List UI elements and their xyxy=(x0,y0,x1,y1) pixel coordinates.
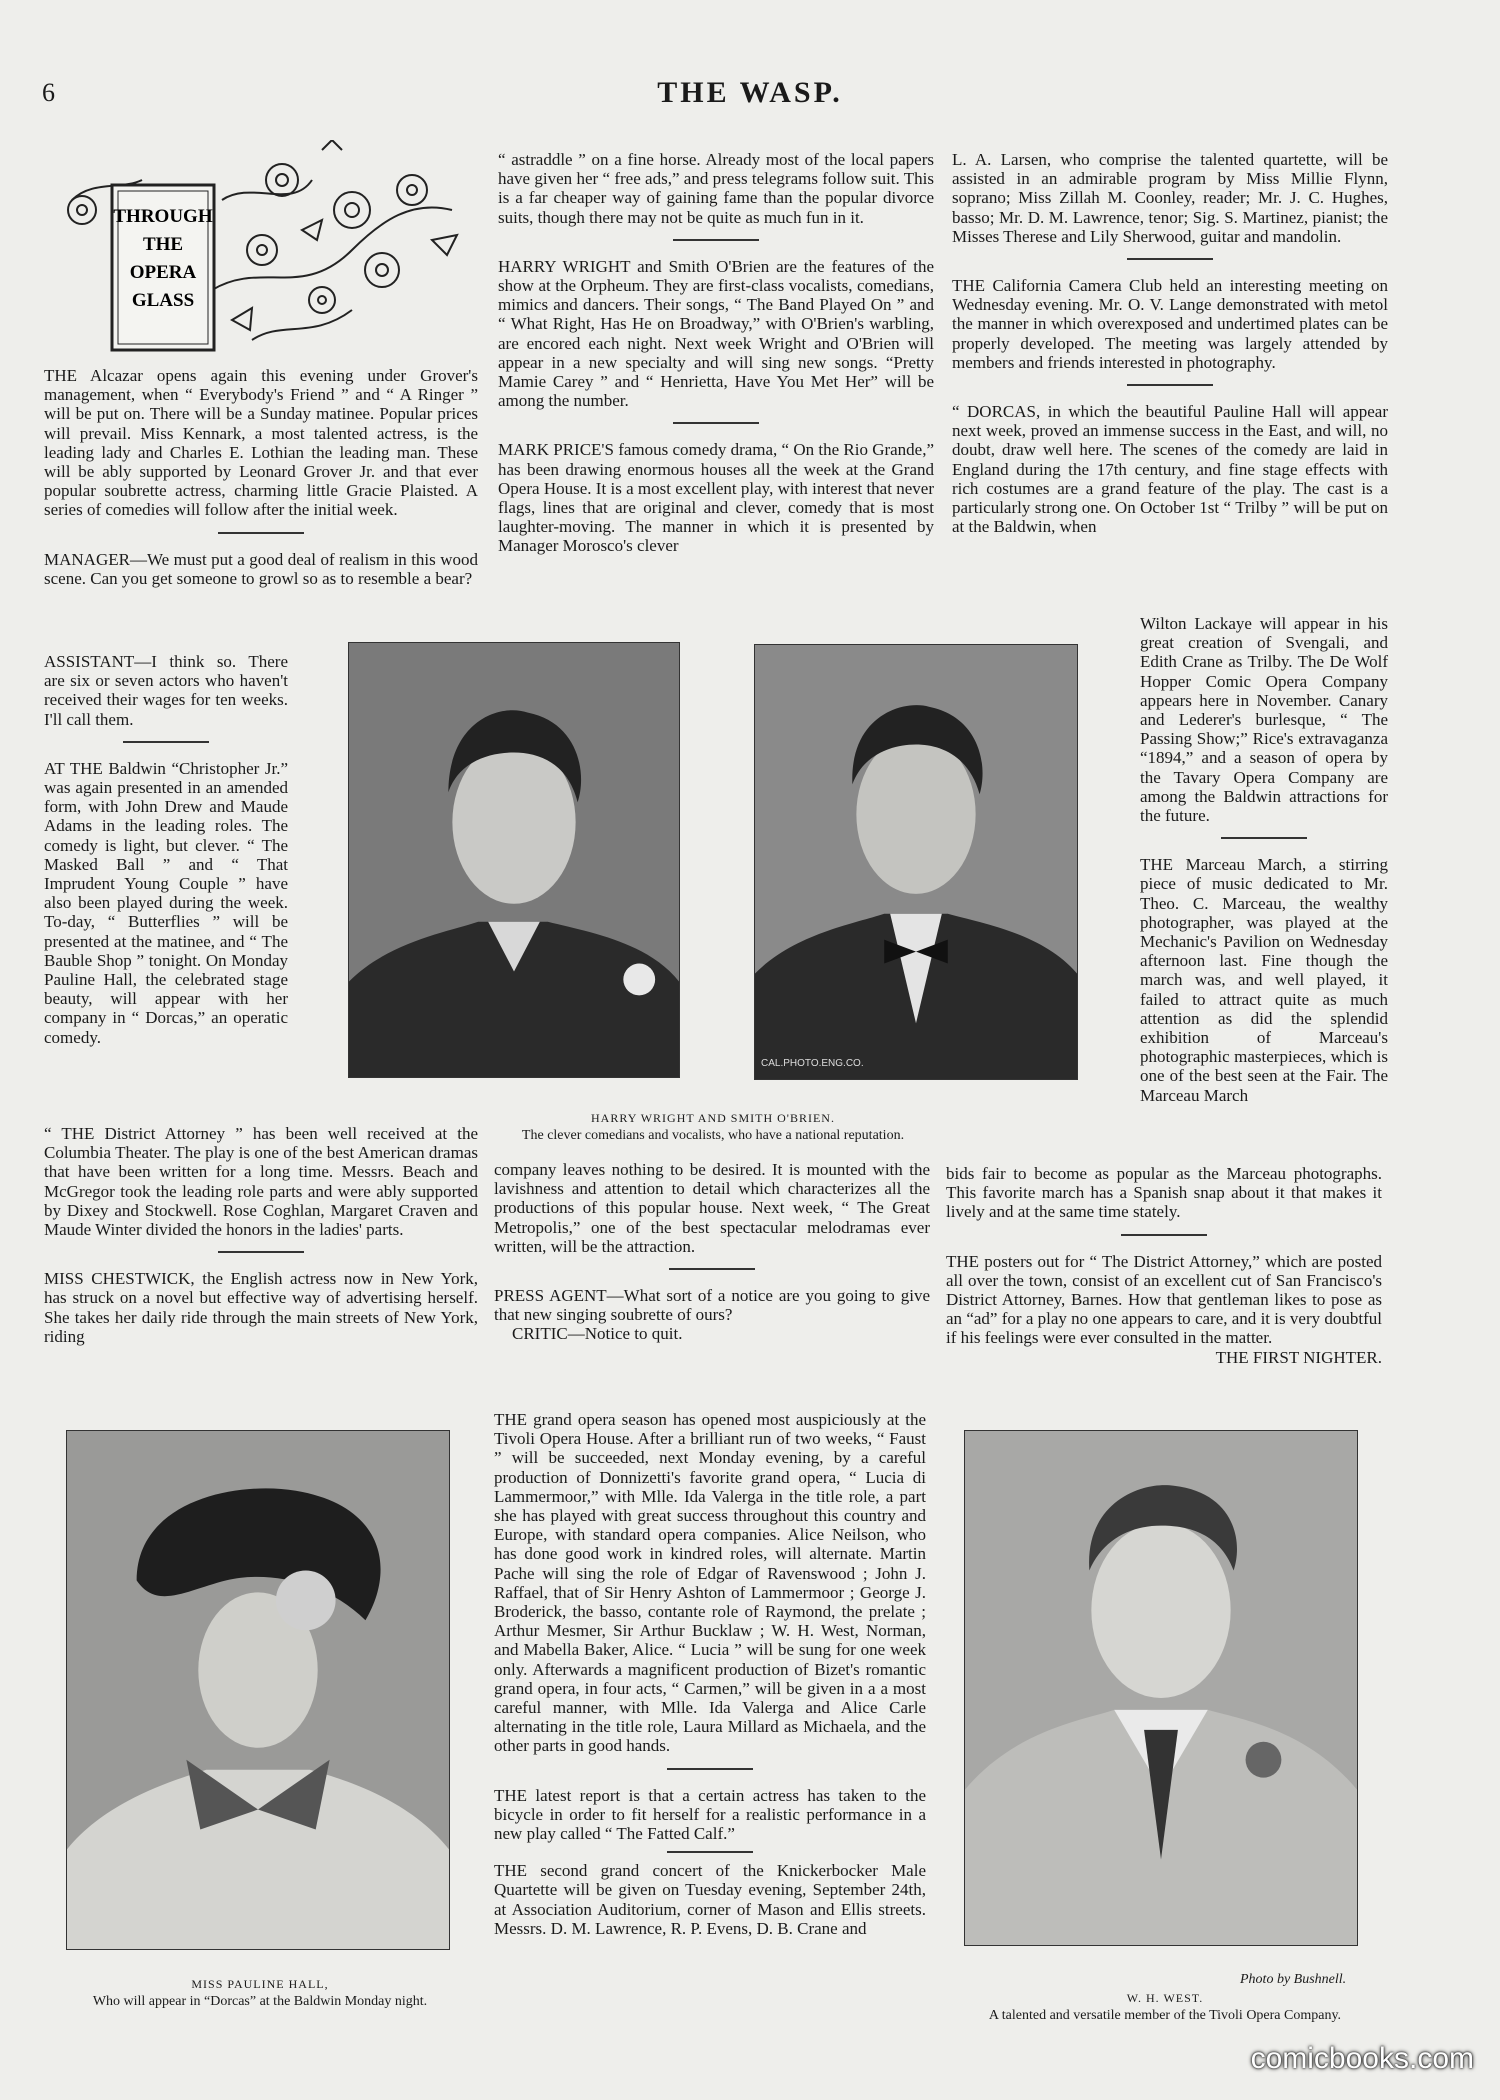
divider xyxy=(218,532,304,534)
middle-column-middle xyxy=(494,1160,930,1344)
article-larsen: L. A. Larsen, who comprise the talented quartette, will be assisted in an admirable program by Miss Millie Flynn, soprano; Miss Zillah M. Coonley, reader; Mr. J. C. Hughes, basso; Mr. D. M. Lawrence, tenor; Sig. S. Martinez, pianist; the Misses Therese and Lily Sherwood, guitar and mandolin. xyxy=(952,150,1388,246)
divider xyxy=(218,1251,304,1253)
photo-credit: Photo by Bushnell. xyxy=(1240,1972,1347,1987)
article-baldwin: AT THE Baldwin “Christopher Jr.” was again presented in an amended form, with John Drew and Maude Adams in the leading roles. The comedy is light, but clever. “ The Masked Ball ” and “ That Imprudent Young Couple ” have also been played during the week. To-day, “ Butterflies ” will be presented at the matinee, and “ The Bauble Shop ” tonight. On Monday Pauline Hall, the celebrated stage beauty, will appear with her company in “ Dorcas,” an operatic comedy. xyxy=(44,758,288,1047)
caption-wright-obrien xyxy=(348,1110,1078,1144)
article-alcazar: THE Alcazar opens again this evening under Grover's management, when “ Everybody's Friend ” and “ A Ringer ” will be put on. There will be a Sunday matinee. Popular prices will prevail. Miss Kennark, a most talented actress, is the leading lady and Charles E. Lothian the leading man. These will be ably supported by Leonard Grover Jr. and that ever popular soubrette actress, charming little Gracie Plaisted. A series of comedies will follow after the initial week. xyxy=(44,366,478,520)
art-title-line-2: THE xyxy=(142,234,184,255)
article-concert: THE second grand concert of the Knickerbocker Male Quartette will be given on Tuesday evening, September 24th, at Association Auditorium, corner of Mason and Ellis streets. Messrs. D. M. Lawrence, R. P. Evens, D. B. Crane and xyxy=(494,1861,926,1938)
portrait-woman-icon xyxy=(67,1431,449,1949)
caption-pauline-hall xyxy=(40,1976,480,2010)
article-district-attorney: “ THE District Attorney ” has been well received at the Columbia Theater. The play is one of the best American dramas that have been written for a long time. Messrs. Beach and McGregor took the leading role parts and were ably supported by Dixey and Stockwell. Rose Coghlan, Margaret Craven and Maude Winter divided the honors in the ladies' parts. xyxy=(44,1124,478,1240)
article-grand-opera: THE grand opera season has opened most auspiciously at the Tivoli Opera House. After a brilliant run of two weeks, “ Faust ” will be succeeded, next Monday evening, by a careful production of Donnizetti's favorite grand opera, “ Lucia di Lammermoor,” with Mlle. Ida Valerga in the title role, a part she has played with great success throughout this country and Europe, with standard opera companies. Alice Neilson, who has done good work in kindred roles, will alternate. Martin Pache will sing the role of Edgar of Ravenswood ; John J. Raffael, that of Sir Henry Ashton of Lammermoor ; George J. Broderick, the basso, contante role of Raymond, the prelate ; Arthur Mesmer, Sir Arthur Bucklaw ; W. H. West, Norman, and Mabella Baker, Alice. “ Lucia ” will be sung for one week only. Afterwards a magnificent production of Bizet's romantic grand opera, in four acts, “ Carmen,” will be given in a a most careful manner, with Mlle. Ida Valerga and Alice Carle alternating in the title role, Laura Millard as Michaela, and the other parts in good hands. xyxy=(494,1410,926,1756)
article-marceau: THE Marceau March, a stirring piece of music dedicated to Mr. Theo. C. Marceau, the wealthy photographer, was played at the Mechanic's Pavilion on Wednesday afternoon last. Fine though the march was, and well played, it failed to attract quite as much attention as did the splendid exhibition of Marceau's photographic masterpieces, which is one of the best seen at the Fair. The Marceau March xyxy=(1140,855,1388,1105)
art-title-line-1: THROUGH xyxy=(113,206,213,227)
photo-smith-obrien xyxy=(754,644,1078,1080)
photo-w-h-west xyxy=(964,1430,1358,1946)
right-column-lower xyxy=(946,1164,1382,1367)
photo-pauline-hall xyxy=(66,1430,450,1950)
article-chestwick: MISS CHESTWICK, the English actress now in New York, has struck on a novel but effective way of advertising herself. She takes her daily ride through the main streets of New York, riding xyxy=(44,1269,478,1346)
caption-description: Who will appear in “Dorcas” at the Baldwin Monday night. xyxy=(92,1994,428,2009)
divider xyxy=(673,422,759,424)
article-marceau-continued: bids fair to become as popular as the Marceau photographs. This favorite march has a Spanish snap about it that makes it lively and at the same time stately. xyxy=(946,1164,1382,1222)
opera-glass-illustration xyxy=(52,140,472,358)
article-posters: THE posters out for “ The District Attorney,” which are posted all over the town, consist of an excellent cut of San Francisco's District Attorney, Barnes. How that gentleman likes to pose as an “ad” for a play no one appears to care, and it is very doubtful if his feelings were ever consulted in the matter. xyxy=(946,1251,1382,1348)
divider xyxy=(667,1768,753,1770)
caption-description: The clever comedians and vocalists, who have a national reputation. xyxy=(521,1128,905,1143)
article-harry-wright: HARRY WRIGHT and Smith O'Brien are the features of the show at the Orpheum. They are first-class vocalists, comedians, mimics and dancers. Their songs, “ The Band Played On ” and “ What Right, Has He on Broadway,” with O'Brien's warbling, are encored each night. Next week Wright and O'Brien will appear in a new specialty and will sing new songs. “Pretty Mamie Carey ” and “ Henrietta, Have You Met Her” will be among the number. xyxy=(498,256,934,411)
article-manager-dialogue: MANAGER—We must put a good deal of realism in this wood scene. Can you get someone to growl so as to resemble a bear? xyxy=(44,549,478,588)
article-press-agent: PRESS AGENT—What sort of a notice are you going to give that new singing soubrette of ours? xyxy=(494,1286,930,1325)
photo-harry-wright xyxy=(348,642,680,1078)
masthead-title: THE WASP. xyxy=(657,76,843,109)
article-critic: CRITIC—Notice to quit. xyxy=(512,1324,683,1344)
divider xyxy=(123,741,209,743)
left-column-middle xyxy=(44,1124,478,1346)
caption-name: HARRY WRIGHT AND SMITH O'BRIEN. xyxy=(591,1111,835,1125)
art-title-line-3: OPERA xyxy=(129,262,197,283)
divider xyxy=(1221,837,1307,839)
left-column-top xyxy=(44,366,478,588)
article-dorcas-continued: Wilton Lackaye will appear in his great creation of Svengali, and Edith Crane as Trilby. The De Wolf Hopper Comic Opera Company appears here in November. Canary and Lederer's burlesque, “ The Passing Show;” Rice's extravaganza “1894,” and a season of opera by the Tavary Opera Company are among the Baldwin attractions for the future. xyxy=(1140,614,1388,826)
article-dorcas: “ DORCAS, in which the beautiful Pauline Hall will appear next week, proved an immense success in the East, and will, no doubt, draw well here. The scenes of the comedy are laid in England during the 17th century, and fine stage effects with rich costumes are a grand feature of the play. The cast is a particularly strong one. On October 1st “ Trilby ” will be put on at the Baldwin, when xyxy=(952,402,1388,537)
divider xyxy=(673,239,759,241)
divider xyxy=(669,1268,755,1270)
floral-ornament-icon xyxy=(52,140,472,358)
right-column-narrow xyxy=(1140,614,1388,1105)
right-column-top xyxy=(952,150,1388,536)
article-company: company leaves nothing to be desired. It is mounted with the lavishness and attention to detail which characterizes all the productions of this popular house. Next week, “ The Great Metropolis,” one of the best spectacular melodramas ever written, will be the attraction. xyxy=(494,1160,930,1256)
divider xyxy=(1127,258,1213,260)
middle-column-bottom xyxy=(494,1410,926,1938)
caption-name: W. H. WEST. xyxy=(1126,1991,1204,2005)
article-bicycle: THE latest report is that a certain actress has taken to the bicycle in order to fit herself for a realistic performance in a new play called “ The Fatted Calf.” xyxy=(494,1785,926,1844)
middle-column-top xyxy=(498,150,934,556)
author-signature: THE FIRST NIGHTER. xyxy=(1215,1347,1382,1367)
divider xyxy=(667,1851,753,1853)
divider xyxy=(1121,1234,1207,1236)
portrait-man-icon xyxy=(349,643,679,1077)
article-manager-reply: ASSISTANT—I think so. There are six or seven actors who haven't received their wages for ten weeks. I'll call them. xyxy=(44,652,288,729)
watermark: comicbooks.com xyxy=(1250,2042,1474,2075)
divider xyxy=(1127,384,1213,386)
portrait-man-icon xyxy=(755,645,1077,1079)
caption-description: A talented and versatile member of the Tivoli Opera Company. xyxy=(988,2008,1342,2023)
page-number: 6 xyxy=(42,78,55,107)
left-column-narrow xyxy=(44,652,288,1047)
caption-name: MISS PAULINE HALL, xyxy=(191,1977,329,1991)
article-mark-price: MARK PRICE'S famous comedy drama, “ On the Rio Grande,” has been drawing enormous houses all the week at the Grand Opera House. It is a most excellent play, with interest that never flags, lines that are original and clever, comedy that is most laughter-moving. The manner in which it is presented by Manager Morosco's clever xyxy=(498,440,935,556)
engraver-credit: CAL.PHOTO.ENG.CO. xyxy=(761,1058,864,1069)
portrait-man-icon xyxy=(965,1431,1357,1945)
article-astraddle: “ astraddle ” on a fine horse. Already most of the local papers have given her “ free ads,” and press telegrams follow suit. This is a far cheaper way of gaining fame than the popular divorce suits, though there may not be quite as much fun in it. xyxy=(498,150,934,227)
article-camera-club: THE California Camera Club held an interesting meeting on Wednesday evening. Mr. O. V. Lange demonstrated with metol the manner in which overexposed and undertimed plates can be properly developed. The meeting was largely attended by members and friends interested in photography. xyxy=(952,276,1388,372)
caption-w-h-west xyxy=(940,1990,1390,2024)
art-title-line-4: GLASS xyxy=(131,290,195,311)
